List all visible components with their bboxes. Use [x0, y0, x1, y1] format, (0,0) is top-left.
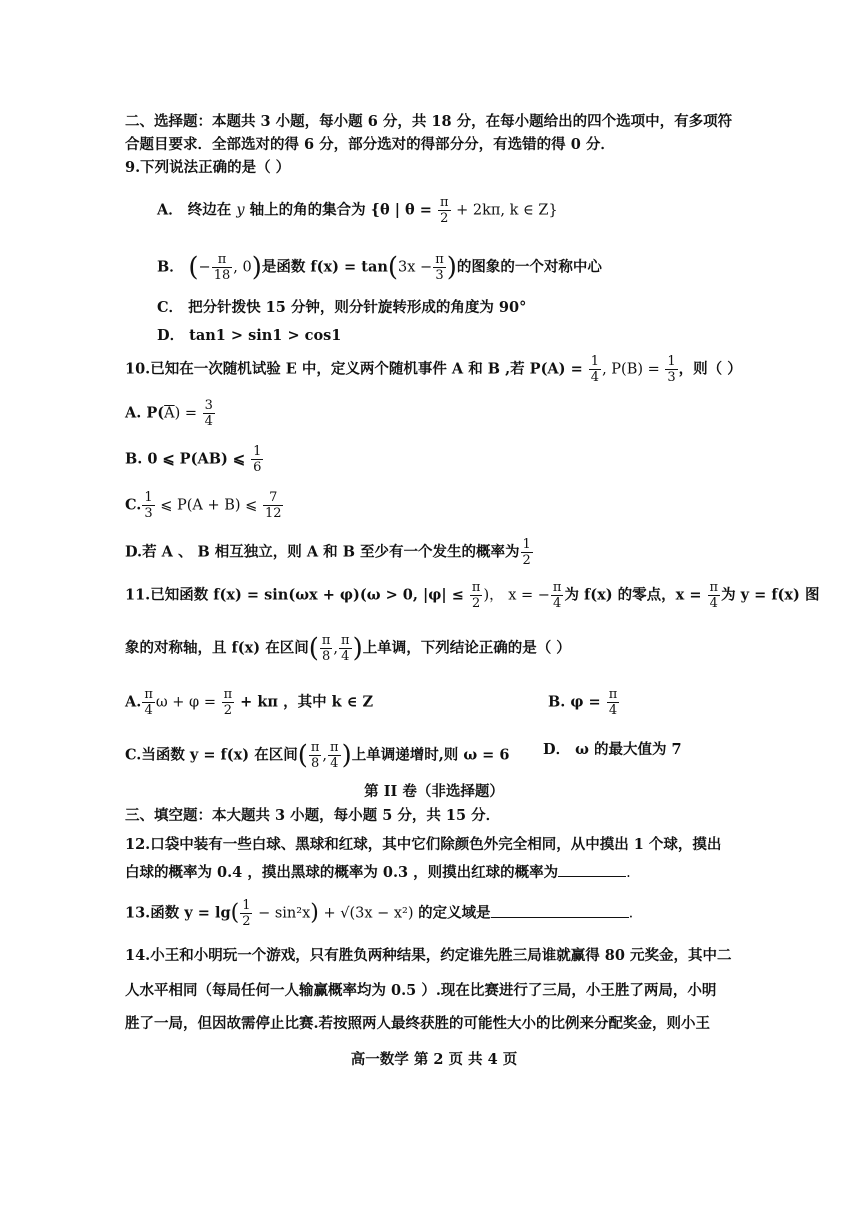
q10-option-a: A. $P(\overline{A})$ = $\frac{3}{4}$ [125, 398, 213, 429]
q9-option-a: A． 终边在 y 轴上的角的集合为 {θ | θ = $\frac{\pi}{2}$ + 2kπ, k ∈ Z} [157, 195, 558, 226]
q9-option-c: C． 把分针拨快 15 分钟，则分针旋转形成的角度为 90° [157, 299, 527, 316]
part2-title: 第 II 卷（非选择题） [364, 783, 504, 800]
q11-stem-line-1: 11.已知函数 f(x) = sin(ωx + φ)(ω > 0, |φ| ≤ $\frac{\pi}{2}$ )， x = − $\frac{\pi}{4}$ 为 f(x) 的零点，x = $\frac{\pi}{4}$ 为 y = f(x) 图 [125, 580, 820, 611]
q12-answer-blank [558, 862, 626, 877]
q9-a-fraction: $\frac{\pi}{2}$ [439, 195, 449, 226]
q10-option-d: D.若 A 、 B 相互独立，则 A 和 B 至少有一个发生的概率为 $\frac{1}{2}$ [125, 537, 531, 568]
q12-line-2: 白球的概率为 0.4 ，摸出黑球的概率为 0.3 ，则摸出红球的概率为 . [125, 864, 631, 881]
q14-line-3: 胜了一局，但因故需停止比赛.若按照两人最终获胜的可能性大小的比例来分配奖金，则小王 [125, 1015, 711, 1032]
q10-stem: 10.已知在一次随机试验 E 中，定义两个随机事件 A 和 B ,若 P(A) = $\frac{1}{4}$ , P(B) = $\frac{1}{3}$ ，则（ ） [125, 354, 742, 385]
q11-option-c: C.当函数 y = f(x) 在区间( $\frac{\pi}{8}$ , $\frac{\pi}{4}$ )上单调递增时,则 ω = 6 [125, 740, 510, 771]
q13-line: 13.函数 y = lg( $\frac{1}{2}$ − sin²x) + √(3x − x²) 的定义域是 . [125, 898, 634, 929]
q9-option-b: B． (− $\frac{\pi}{18}$ , 0)是函数 f(x) = tan(3x − $\frac{\pi}{3}$ )的图象的一个对称中心 [157, 252, 602, 283]
q11-stem-line-2: 象的对称轴，且 f(x) 在区间( $\frac{\pi}{8}$ , $\frac{\pi}{4}$ )上单调，下列结论正确的是（ ） [125, 633, 571, 664]
section3-heading: 三、填空题：本大题共 3 小题，每小题 5 分，共 15 分． [125, 807, 501, 824]
q13-answer-blank [491, 903, 629, 918]
q14-line-2: 人水平相同（每局任何一人输赢概率均为 0.5 ）.现在比赛进行了三局，小王胜了两局，小明 [125, 982, 717, 999]
q9-option-d: D． tan1 > sin1 > cos1 [157, 327, 342, 344]
q12-line-1: 12.口袋中装有一些白球、黑球和红球，其中它们除颜色外完全相同，从中摸出 1 个球，摸出 [125, 836, 722, 853]
q10-option-b: B. 0 ⩽ P(AB) ⩽ $\frac{1}{6}$ [125, 444, 262, 475]
q11-option-b: B. φ = $\frac{\pi}{4}$ [548, 687, 618, 718]
q10-option-c: C. $\frac{1}{3}$ ⩽ P(A + B) ⩽ $\frac{7}{12}$ [125, 490, 282, 521]
q11-option-d: D． ω 的最大值为 7 [543, 741, 682, 758]
q9-stem: 9.下列说法正确的是（ ） [125, 159, 291, 176]
q14-line-1: 14.小王和小明玩一个游戏，只有胜负两种结果，约定谁先胜三局谁就赢得 80 元奖金，其中二 [125, 947, 732, 964]
q11-option-a: A. $\frac{\pi}{4}$ ω + φ = $\frac{\pi}{2}$ + kπ ，其中 k ∈ Z [125, 687, 374, 718]
page-footer: 高一数学 第 2 页 共 4 页 [350, 1051, 518, 1068]
section2-heading-2: 合题目要求．全部选对的得 6 分，部分选对的得部分分，有选错的得 0 分． [125, 136, 615, 153]
section2-heading-1: 二、选择题：本题共 3 小题，每小题 6 分，共 18 分，在每小题给出的四个选项中，有多项符 [125, 113, 733, 130]
